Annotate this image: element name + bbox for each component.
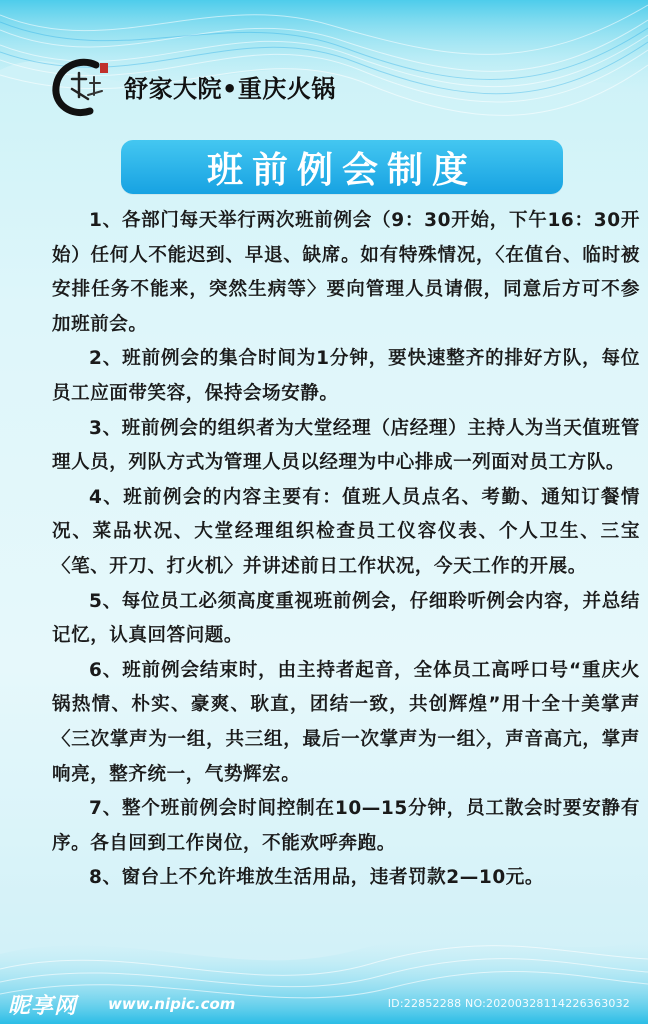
- page-title: 班前例会制度: [206, 148, 477, 191]
- title-banner: [121, 140, 563, 194]
- watermark-site-logo: 昵享网: [8, 994, 78, 1019]
- rule-item: 1、各部门每天举行两次班前例会（9：30开始，下午16：30开始）任何人不能迟到、早退、缺席。如有特殊情况，〈在值台、临时被安排任务不能来，突然生病等〉要向管理人员请假，同意后方可不参加班前会。: [52, 210, 640, 335]
- rule-item: 8、窗台上不允许堆放生活用品，违者罚款2—10元。: [89, 867, 544, 889]
- rule-item: 2、班前例会的集合时间为1分钟，要快速整齐的排好方队，每位员工应面带笑容，保持会场安静。: [52, 348, 640, 404]
- brand-name: 舒家大院•重庆火锅: [124, 74, 336, 103]
- rule-item: 7、整个班前例会时间控制在10—15分钟，员工散会时要安静有序。各自回到工作岗位，不能欢呼奔跑。: [52, 798, 640, 854]
- brush-circle-logo-icon: [50, 55, 112, 117]
- rule-item: 5、每位员工必须高度重视班前例会，仔细聆听例会内容，并总结记忆，认真回答问题。: [52, 590, 640, 647]
- rule-item: 6、班前例会结束时，由主持者起音，全体员工高呼口号“重庆火锅热情、朴实、豪爽、耿直，团结一致，共创辉煌”用十全十美掌声〈三次掌声为一组，共三组，最后一次掌声为一组〉，声音高亢，掌声响亮，整齐统一，气势辉宏。: [52, 659, 640, 785]
- rule-item: 4、班前例会的内容主要有：值班人员点名、考勤、通知订餐情况、菜品状况、大堂经理组织检查员工仪容仪表、个人卫生、三宝〈笔、开刀、打火机〉并讲述前日工作状况，今天工作的开展。: [52, 486, 640, 577]
- rules-list: [52, 204, 640, 896]
- brand-header: [50, 54, 336, 118]
- watermark-image-id: ID:22852288 NO:20200328114226363032: [387, 997, 630, 1010]
- watermark-site-url: www.nipic.com: [108, 995, 236, 1013]
- rule-item: 3、班前例会的组织者为大堂经理（店经理）主持人为当天值班管理人员，列队方式为管理人员以经理为中心排成一列面对员工方队。: [52, 417, 640, 474]
